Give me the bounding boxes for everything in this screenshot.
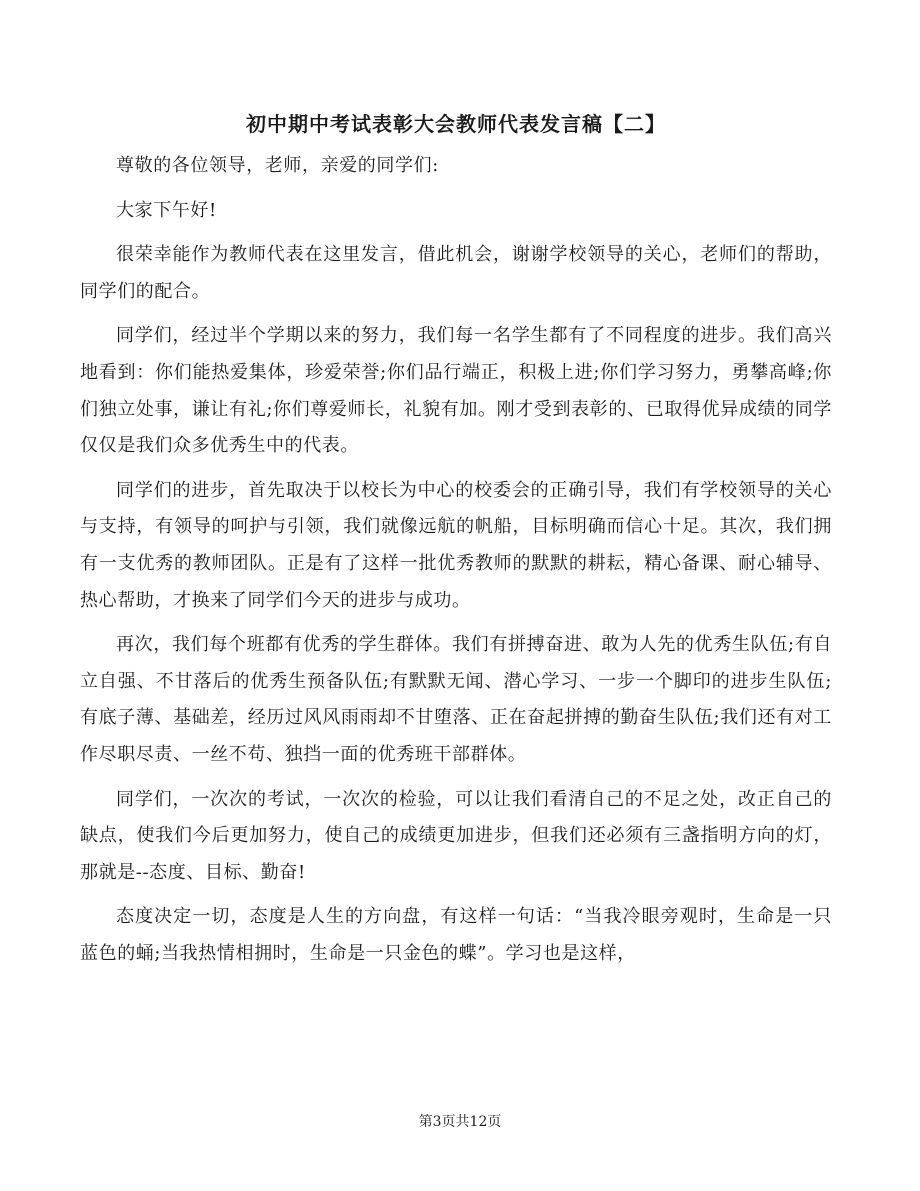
paragraph-attitude: 态度决定一切，态度是人生的方向盘，有这样一句话：“当我冷眼旁观时，生命是一只蓝色的蛹;当我热情相拥时，生命是一只金色的蝶”。学习也是这样， <box>80 906 832 964</box>
document-page <box>80 104 832 980</box>
paragraph-intro: 很荣幸能作为教师代表在这里发言，借此机会，谢谢学校领导的关心，老师们的帮助，同学们的配合。 <box>80 244 832 302</box>
paragraph-student-groups: 再次，我们每个班都有优秀的学生群体。我们有拼搏奋进、敢为人先的优秀生队伍;有自立自强、不甘落后的优秀生预备队伍;有默默无闻、潜心学习、一步一个脚印的进步生队伍;有底子薄、基础差，经历过风风雨雨却不甘堕落、正在奋起拼搏的勤奋生队伍;我们还有对工作尽职尽责、一丝不苟、独挡一面的优秀班干部群体。 <box>80 634 832 765</box>
paragraph-progress: 同学们，经过半个学期以来的努力，我们每一名学生都有了不同程度的进步。我们高兴地看到：你们能热爱集体，珍爱荣誉;你们品行端正，积极上进;你们学习努力，勇攀高峰;你们独立处事，谦让有礼;你们尊爱师长，礼貌有加。刚才受到表彰的、已取得优异成绩的同学仅仅是我们众多优秀生中的代表。 <box>80 325 832 457</box>
paragraph-leadership: 同学们的进步，首先取决于以校长为中心的校委会的正确引导，我们有学校领导的关心与支持，有领导的呵护与引领，我们就像远航的帆船，目标明确而信心十足。其次，我们拥有一支优秀的教师团队。正是有了这样一批优秀教师的默默的耕耘，精心备课、耐心辅导、热心帮助，才换来了同学们今天的进步与成功。 <box>80 479 832 611</box>
paragraph-salutation: 大家下午好! <box>116 199 217 221</box>
paragraph-greeting: 尊敬的各位领导，老师，亲爱的同学们: <box>116 155 439 176</box>
document-title: 初中期中考试表彰大会教师代表发言稿【二】 <box>246 112 666 136</box>
page-number-footer: 第3页共12页 <box>418 1114 502 1130</box>
paragraph-exams: 同学们，一次次的考试，一次次的检验，可以让我们看清自己的不足之处，改正自己的缺点，使我们今后更加努力，使自己的成绩更加进步，但我们还必须有三盏指明方向的灯，那就是--态度、目标、勤奋! <box>80 788 832 883</box>
